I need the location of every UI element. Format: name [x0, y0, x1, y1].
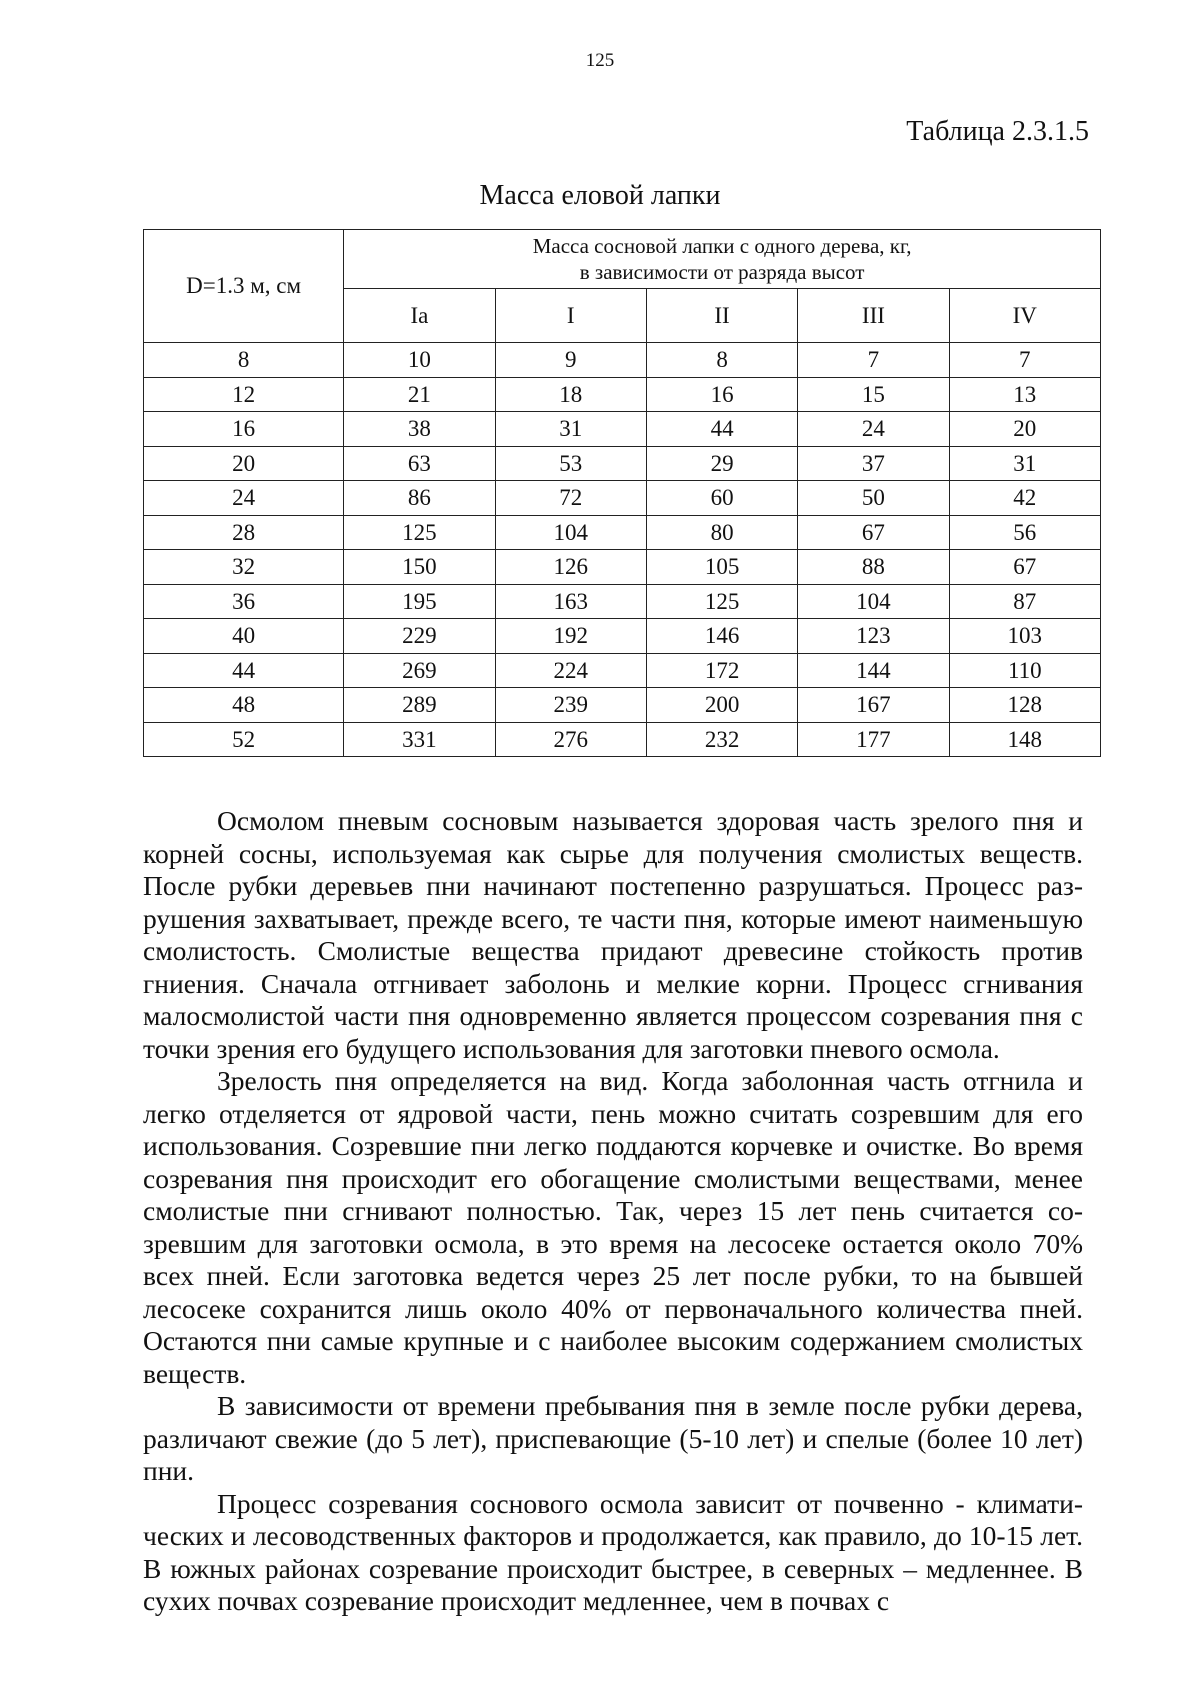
mass-cell: 195 — [344, 584, 495, 619]
mass-cell: 172 — [646, 653, 797, 688]
diameter-cell: 52 — [144, 722, 344, 757]
mass-cell: 8 — [646, 343, 797, 378]
mass-cell: 88 — [798, 550, 949, 585]
mass-cell: 80 — [646, 515, 797, 550]
class-header-ia: Ia — [344, 288, 495, 342]
mass-cell: 31 — [949, 446, 1100, 481]
table-row — [144, 446, 1101, 481]
page-number: 125 — [585, 50, 615, 71]
table-label: Таблица 2.3.1.5 — [906, 116, 1089, 147]
mass-cell: 72 — [495, 481, 646, 516]
mass-cell: 239 — [495, 688, 646, 723]
mass-cell: 37 — [798, 446, 949, 481]
diameter-cell: 48 — [144, 688, 344, 723]
mass-cell: 105 — [646, 550, 797, 585]
diameter-cell: 8 — [144, 343, 344, 378]
mass-cell: 38 — [344, 412, 495, 447]
diameter-cell: 24 — [144, 481, 344, 516]
mass-cell: 9 — [495, 343, 646, 378]
mass-cell: 110 — [949, 653, 1100, 688]
mass-cell: 86 — [344, 481, 495, 516]
diameter-cell: 36 — [144, 584, 344, 619]
paragraph: Осмолом пневым сосновым называется здоровая часть зрелого пня и корней сосны, используемая как сырье для получения смолистых веществ. После рубки деревьев пни начинают постепенно разрушаться. Процесс разрушения захватывает, прежде всего, те части пня, которые имеют наименьшую смолистость. Смолистые вещества придают древесине стойкость против гниения. Сначала отгнивает заболонь и мелкие корни. Процесс сгнивания малосмолистой части пня одновременно является процессом созревания пня с точки зрения его будущего использования для заготовки пневого осмола. — [143, 805, 1083, 1064]
body-text — [143, 805, 1083, 1618]
mass-cell: 177 — [798, 722, 949, 757]
mass-cell: 67 — [798, 515, 949, 550]
mass-cell: 192 — [495, 619, 646, 654]
table-row — [144, 515, 1101, 550]
class-header-iii: III — [798, 288, 949, 342]
table-row — [144, 653, 1101, 688]
mass-cell: 7 — [798, 343, 949, 378]
diameter-cell: 16 — [144, 412, 344, 447]
mass-cell: 232 — [646, 722, 797, 757]
diameter-cell: 12 — [144, 377, 344, 412]
mass-cell: 13 — [949, 377, 1100, 412]
mass-cell: 56 — [949, 515, 1100, 550]
class-header-i: I — [495, 288, 646, 342]
mass-cell: 7 — [949, 343, 1100, 378]
mass-cell: 10 — [344, 343, 495, 378]
mass-cell: 24 — [798, 412, 949, 447]
mass-cell: 31 — [495, 412, 646, 447]
mass-cell: 21 — [344, 377, 495, 412]
mass-cell: 229 — [344, 619, 495, 654]
mass-group-header — [344, 230, 1101, 289]
table-row — [144, 722, 1101, 757]
mass-cell: 104 — [798, 584, 949, 619]
table-row — [144, 550, 1101, 585]
mass-cell: 123 — [798, 619, 949, 654]
mass-cell: 331 — [344, 722, 495, 757]
mass-cell: 125 — [344, 515, 495, 550]
mass-cell: 63 — [344, 446, 495, 481]
mass-cell: 104 — [495, 515, 646, 550]
diameter-column-header: D=1.3 м, см — [144, 230, 344, 343]
mass-cell: 150 — [344, 550, 495, 585]
diameter-cell: 28 — [144, 515, 344, 550]
mass-cell: 146 — [646, 619, 797, 654]
group-header-line-1: Масса сосновой лапки с одного дерева, кг, — [532, 233, 912, 258]
spruce-branch-mass-table — [143, 229, 1101, 757]
table-title: Масса еловой лапки — [479, 180, 721, 211]
mass-cell: 42 — [949, 481, 1100, 516]
mass-cell: 224 — [495, 653, 646, 688]
table-row — [144, 412, 1101, 447]
mass-cell: 67 — [949, 550, 1100, 585]
mass-cell: 50 — [798, 481, 949, 516]
mass-cell: 60 — [646, 481, 797, 516]
mass-cell: 53 — [495, 446, 646, 481]
mass-cell: 103 — [949, 619, 1100, 654]
table-row — [144, 584, 1101, 619]
diameter-cell: 20 — [144, 446, 344, 481]
paragraph: В зависимости от времени пребывания пня в земле после рубки дерева, различают свежие (до 5 лет), приспевающие (5-10 лет) и спелые (более 10 лет) пни. — [143, 1390, 1083, 1486]
mass-cell: 18 — [495, 377, 646, 412]
mass-cell: 276 — [495, 722, 646, 757]
diameter-cell: 44 — [144, 653, 344, 688]
mass-cell: 144 — [798, 653, 949, 688]
diameter-cell: 32 — [144, 550, 344, 585]
mass-cell: 269 — [344, 653, 495, 688]
mass-cell: 128 — [949, 688, 1100, 723]
paragraph: Процесс созревания соснового осмола зависит от почвенно - климатических и лесоводственных факторов и продолжается, как правило, до 10-15 лет. В южных районах созревание происходит быстрее, в северных – медленнее. В сухих почвах созревание происходит медленнее, чем в почвах с — [143, 1487, 1083, 1616]
class-header-iv: IV — [949, 288, 1100, 342]
table-row — [144, 688, 1101, 723]
mass-cell: 167 — [798, 688, 949, 723]
mass-cell: 29 — [646, 446, 797, 481]
group-header-line-2: в зависимости от разряда высот — [579, 259, 865, 284]
mass-cell: 15 — [798, 377, 949, 412]
mass-cell: 44 — [646, 412, 797, 447]
table-row — [144, 377, 1101, 412]
mass-cell: 200 — [646, 688, 797, 723]
mass-cell: 163 — [495, 584, 646, 619]
class-header-ii: II — [646, 288, 797, 342]
mass-cell: 87 — [949, 584, 1100, 619]
table-row — [144, 343, 1101, 378]
mass-cell: 20 — [949, 412, 1100, 447]
mass-cell: 148 — [949, 722, 1100, 757]
table-row — [144, 481, 1101, 516]
mass-cell: 125 — [646, 584, 797, 619]
paragraph: Зрелость пня определяется на вид. Когда заболонная часть отгнила и легко отделяется от ядровой части, пень можно считать созревшим для его использования. Созревшие пни легко поддаются корчевке и очистке. Во время созревания пня происходит его обогащение смолистыми веществами, менее смолистые пни сгнивают полностью. Так, через 15 лет пень считается созревшим для заготовки осмола, в это время на лесосеке остается около 70% всех пней. Если заготовка ведется через 25 лет после рубки, то на бывшей лесосеке сохранится лишь около 40% от первоначального количества пней. Остаются пни самые крупные и с наиболее высоким содержанием смолистых веществ. — [143, 1065, 1083, 1389]
table-body — [144, 343, 1101, 757]
mass-cell: 289 — [344, 688, 495, 723]
table-row — [144, 619, 1101, 654]
mass-cell: 16 — [646, 377, 797, 412]
diameter-cell: 40 — [144, 619, 344, 654]
mass-cell: 126 — [495, 550, 646, 585]
